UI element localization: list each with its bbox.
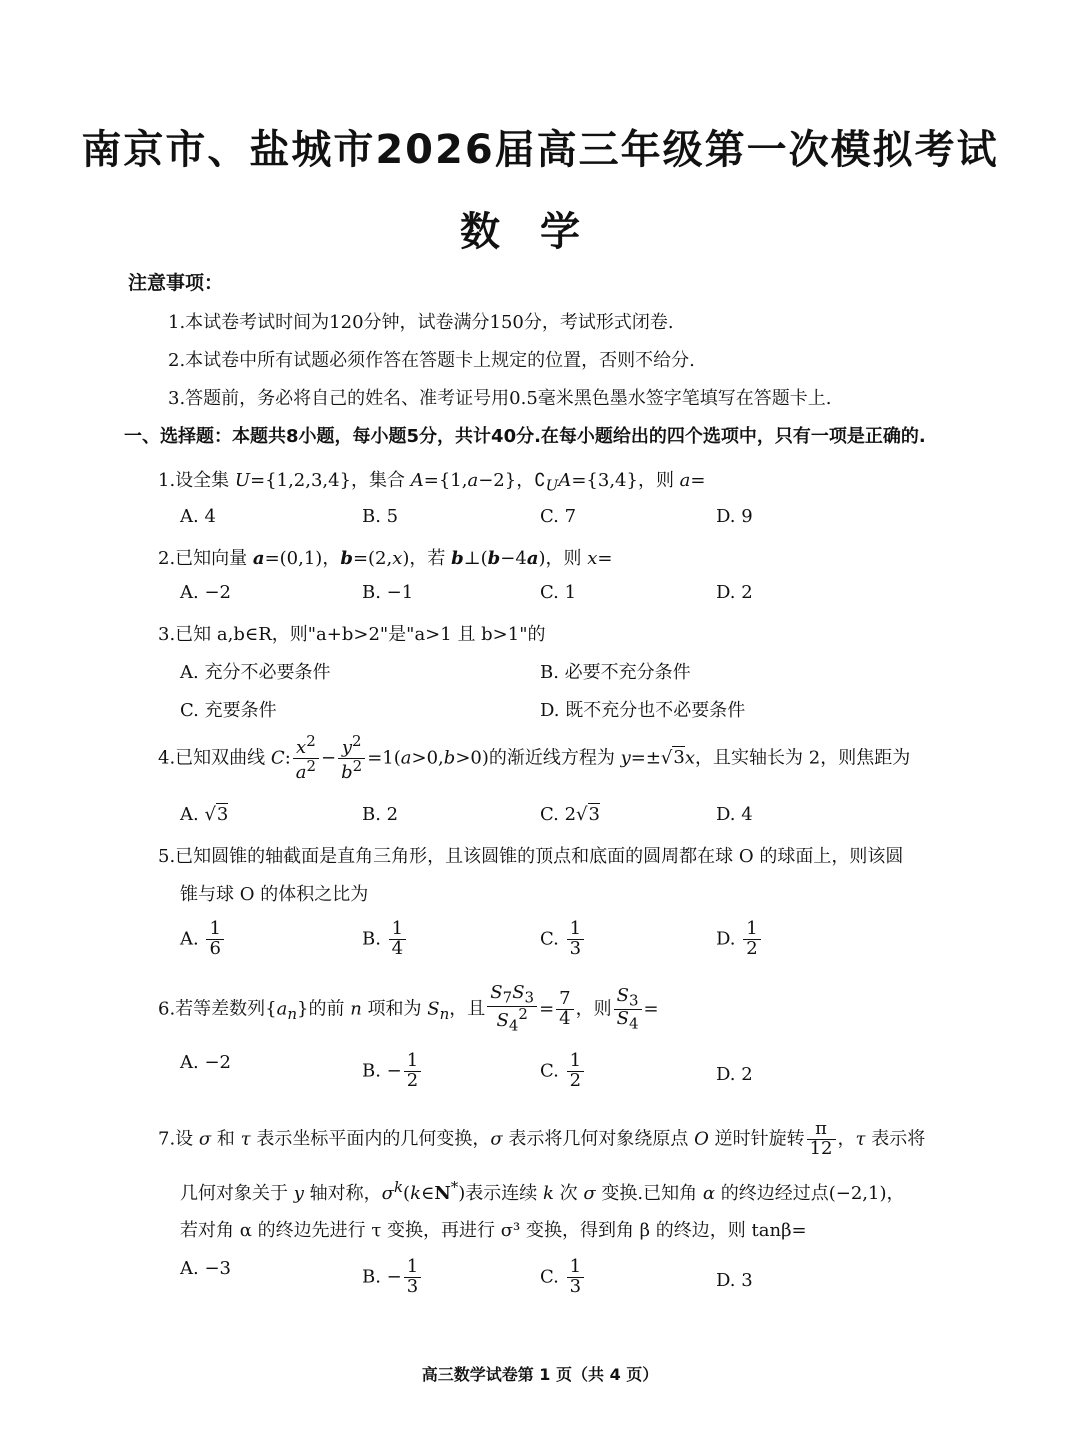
- note-3: 3.答题前，务必将自己的姓名、准考证号用0.5毫米黑色墨水签字笔填写在答题卡上.: [168, 388, 832, 409]
- question-5-line-1: 5.已知圆锥的轴截面是直角三角形，且该圆锥的顶点和底面的圆周都在球 O 的球面上，则该圆: [158, 846, 904, 867]
- q4-option-d: D. 4: [716, 804, 753, 825]
- q4-option-a: A. √3: [180, 804, 229, 825]
- q7-option-d: D. 3: [716, 1270, 753, 1291]
- q3-option-b: B. 必要不充分条件: [540, 662, 691, 683]
- note-2: 2.本试卷中所有试题必须作答在答题卡上规定的位置，否则不给分.: [168, 350, 695, 371]
- q6-option-b: B. − $\frac{1}{2}$: [362, 1052, 423, 1091]
- q6-option-c: C. $\frac{1}{2}$: [540, 1052, 586, 1091]
- question-7-line-3: 若对角 α 的终边先进行 τ 变换，再进行 σ³ 变换，得到角 β 的终边，则 tanβ=: [180, 1220, 807, 1241]
- question-7-line-2: 几何对象关于 y 轴对称，$\sigma^k(k\in N^*)$表示连续 k 次 σ 变换.已知角 α 的终边经过点(−2,1)，: [180, 1178, 905, 1204]
- q1-option-d: D. 9: [716, 506, 753, 527]
- q2-option-d: D. 2: [716, 582, 753, 603]
- q5-option-a: A. $\frac{1}{6}$: [180, 920, 226, 959]
- q1-option-b: B. 5: [362, 506, 399, 527]
- q2-option-b: B. −1: [362, 582, 414, 603]
- question-1: 1.设全集 U={1,2,3,4}，集合 A={1,a−2}，$∁_UA=\{3,4\}$，则 a=: [158, 470, 706, 495]
- q5-option-c: C. $\frac{1}{3}$: [540, 920, 586, 959]
- question-2: 2.已知向量 a=(0,1)，b=(2,x)，若 b⊥(b−4a)，则 x=: [158, 548, 613, 569]
- q4-option-b: B. 2: [362, 804, 399, 825]
- q4-option-c: C. 2√3: [540, 804, 600, 825]
- q3-option-c: C. 充要条件: [180, 700, 277, 721]
- q1-option-a: A. 4: [180, 506, 216, 527]
- q5-option-b: B. $\frac{1}{4}$: [362, 920, 408, 959]
- question-3: 3.已知 a,b∈R，则"a+b>2"是"a>1 且 b>1"的: [158, 624, 546, 645]
- note-1: 1.本试卷考试时间为120分钟，试卷满分150分，考试形式闭卷.: [168, 312, 674, 333]
- q6-option-a: A. −2: [180, 1052, 231, 1073]
- q7-option-b: B. − $\frac{1}{3}$: [362, 1258, 423, 1297]
- q7-option-a: A. −3: [180, 1258, 231, 1279]
- q6-option-d: D. 2: [716, 1064, 753, 1085]
- q1-option-c: C. 7: [540, 506, 577, 527]
- question-7-line-1: 7.设 σ 和 τ 表示坐标平面内的几何变换，σ 表示将几何对象绕原点 O 逆时针旋转 $\frac{\pi}{12}$ ，τ 表示将: [158, 1118, 926, 1159]
- exam-title: 南京市、盐城市2026届高三年级第一次模拟考试: [81, 127, 999, 173]
- q2-option-a: A. −2: [180, 582, 231, 603]
- q7-option-c: C. $\frac{1}{3}$: [540, 1258, 586, 1297]
- q3-option-a: A. 充分不必要条件: [180, 662, 331, 683]
- q3-option-d: D. 既不充分也不必要条件: [540, 700, 746, 721]
- notes-heading: 注意事项：: [128, 272, 224, 294]
- q2-option-c: C. 1: [540, 582, 577, 603]
- page-footer: 高三数学试卷第 1 页（共 4 页）: [421, 1365, 659, 1384]
- question-5-line-2: 锥与球 O 的体积之比为: [180, 884, 369, 905]
- question-6: 6.若等差数列$\{a_n\}$的前 n 项和为 $S_n$，且 $\frac{S_7S_3}{S_4^2}$ = $\frac{7}{4}$ ，则 $\frac{S_3}{S_4}$ =: [158, 982, 659, 1035]
- q5-option-d: D. $\frac{1}{2}$: [716, 920, 763, 959]
- subject-title: 数学: [460, 209, 620, 255]
- question-4: 4.已知双曲线 C: $\frac{x^2}{a^2}$ − $\frac{y^2}{b^2}$ =1(a>0,b>0)的渐近线方程为 y=±√3x，且实轴长为 2，则焦距为: [158, 732, 911, 783]
- section-heading: 一、选择题：本题共8小题，每小题5分，共计40分.在每小题给出的四个选项中，只有一项是正确的.: [124, 426, 926, 447]
